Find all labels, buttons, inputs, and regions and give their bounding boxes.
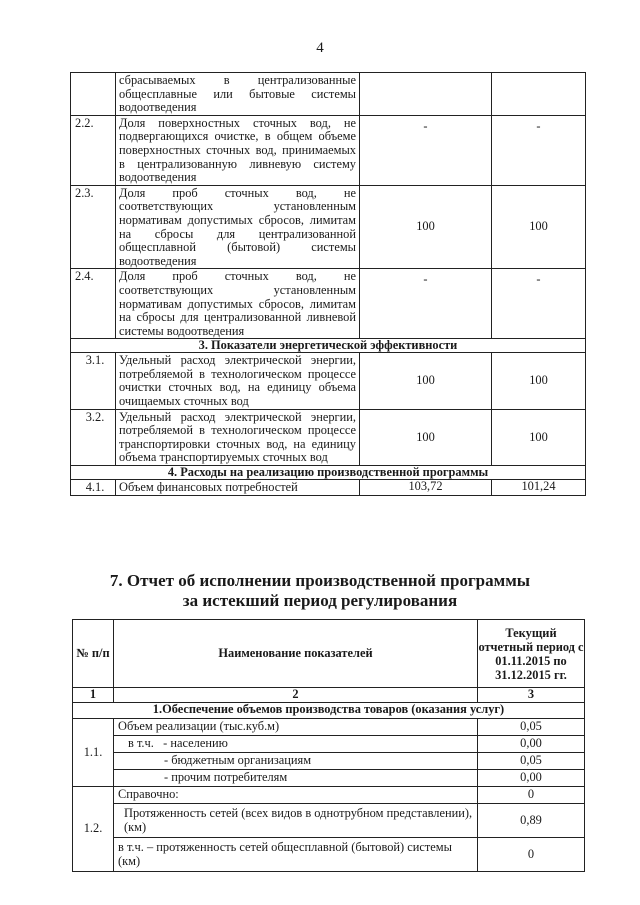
table-row [71, 269, 586, 339]
indicator-value: 0,05 [478, 753, 585, 770]
table-row [73, 719, 585, 736]
row-number: 2.2. [71, 115, 116, 185]
value-fact [492, 73, 586, 116]
section-title: 3. Показатели энергетической эффективности [71, 339, 586, 353]
header-row [73, 620, 585, 688]
indicator-name: Доля поверхностных сточных вод, не подвергающихся очистке, в общем объеме поверхностных сточных вод, принимаемых в централизованную ливневую систему водоотведения [116, 115, 360, 185]
value-plan: 103,72 [360, 480, 492, 496]
value-plan: 100 [360, 353, 492, 409]
header-name: Наименование показателей [114, 620, 478, 688]
section-header-row [73, 703, 585, 719]
indicator-value: 0,05 [478, 719, 585, 736]
column-index: 1 [73, 688, 114, 703]
section-header-row [71, 466, 586, 480]
report-heading-line2: за истекший период регулирования [182, 591, 458, 610]
indicator-name: - прочим потребителям [114, 770, 478, 787]
table-row [71, 115, 586, 185]
value-fact: 100 [492, 409, 586, 465]
table-row [71, 409, 586, 465]
table-row [71, 353, 586, 409]
indicator-name: Доля проб сточных вод, не соответствующих установленным нормативам допустимых сбросов, лимитам на сбросы для централизованной ливневой системы водоотведения [116, 269, 360, 339]
indicators-table [70, 72, 586, 496]
header-number: № п/п [73, 620, 114, 688]
value-plan [360, 73, 492, 116]
report-heading [0, 571, 640, 611]
table-row [73, 787, 585, 804]
column-index-row [73, 688, 585, 703]
section-title: 1.Обеспечение объемов производства товаров (оказания услуг) [73, 703, 585, 719]
table-row [73, 770, 585, 787]
value-plan: 100 [360, 409, 492, 465]
report-table [72, 619, 585, 872]
column-index: 2 [114, 688, 478, 703]
row-number: 2.3. [71, 185, 116, 269]
indicator-name: Объем реализации (тыс.куб.м) [114, 719, 478, 736]
indicator-name: Удельный расход электрической энергии, потребляемой в технологическом процессе транспортировки сточных вод, на единицу объема транспортируемых сточных вод [116, 409, 360, 465]
table-row [71, 480, 586, 496]
header-period: Текущий отчетный период с 01.11.2015 по 31.12.2015 гг. [478, 620, 585, 688]
section-header-row [71, 339, 586, 353]
indicator-name: в т.ч. – протяженность сетей общесплавной (бытовой) системы (км) [114, 838, 478, 872]
indicator-name: - бюджетным организациям [114, 753, 478, 770]
value-fact: - [492, 115, 586, 185]
table-row [71, 73, 586, 116]
indicator-value: 0 [478, 787, 585, 804]
report-heading-line1: 7. Отчет об исполнении производственной программы [109, 571, 531, 590]
row-number: 4.1. [71, 480, 116, 496]
row-number: 3.2. [71, 409, 116, 465]
column-index: 3 [478, 688, 585, 703]
value-plan: - [360, 269, 492, 339]
indicator-name: Доля проб сточных вод, не соответствующих установленным нормативам допустимых сбросов, лимитам на сбросы для централизованной общесплавной (бытовой) системы водоотведения [116, 185, 360, 269]
section-title: 4. Расходы на реализацию производственной программы [71, 466, 586, 480]
indicator-name: сбрасываемых в централизованные общесплавные или бытовые системы водоотведения [116, 73, 360, 116]
indicator-name: Удельный расход электрической энергии, потребляемой в технологическом процессе очистки сточных вод, на единицу объема очищаемых сточных вод [116, 353, 360, 409]
value-plan: - [360, 115, 492, 185]
row-number [71, 73, 116, 116]
value-fact: - [492, 269, 586, 339]
indicator-name: Протяженность сетей (всех видов в однотрубном представлении), (км) [114, 804, 478, 838]
value-fact: 101,24 [492, 480, 586, 496]
indicator-name: Объем финансовых потребностей [116, 480, 360, 496]
indicator-value: 0 [478, 838, 585, 872]
row-number: 1.2. [73, 787, 114, 872]
indicator-value: 0,89 [478, 804, 585, 838]
row-number: 1.1. [73, 719, 114, 787]
row-number: 2.4. [71, 269, 116, 339]
page-number: 4 [316, 40, 324, 56]
indicator-value: 0,00 [478, 736, 585, 753]
indicator-name: в т.ч. - населению [114, 736, 478, 753]
indicator-value: 0,00 [478, 770, 585, 787]
table-row [73, 753, 585, 770]
row-number: 3.1. [71, 353, 116, 409]
table-row [71, 185, 586, 269]
value-plan: 100 [360, 185, 492, 269]
table-row [73, 804, 585, 838]
indicator-name: Справочно: [114, 787, 478, 804]
table-row [73, 838, 585, 872]
value-fact: 100 [492, 185, 586, 269]
table-row [73, 736, 585, 753]
value-fact: 100 [492, 353, 586, 409]
